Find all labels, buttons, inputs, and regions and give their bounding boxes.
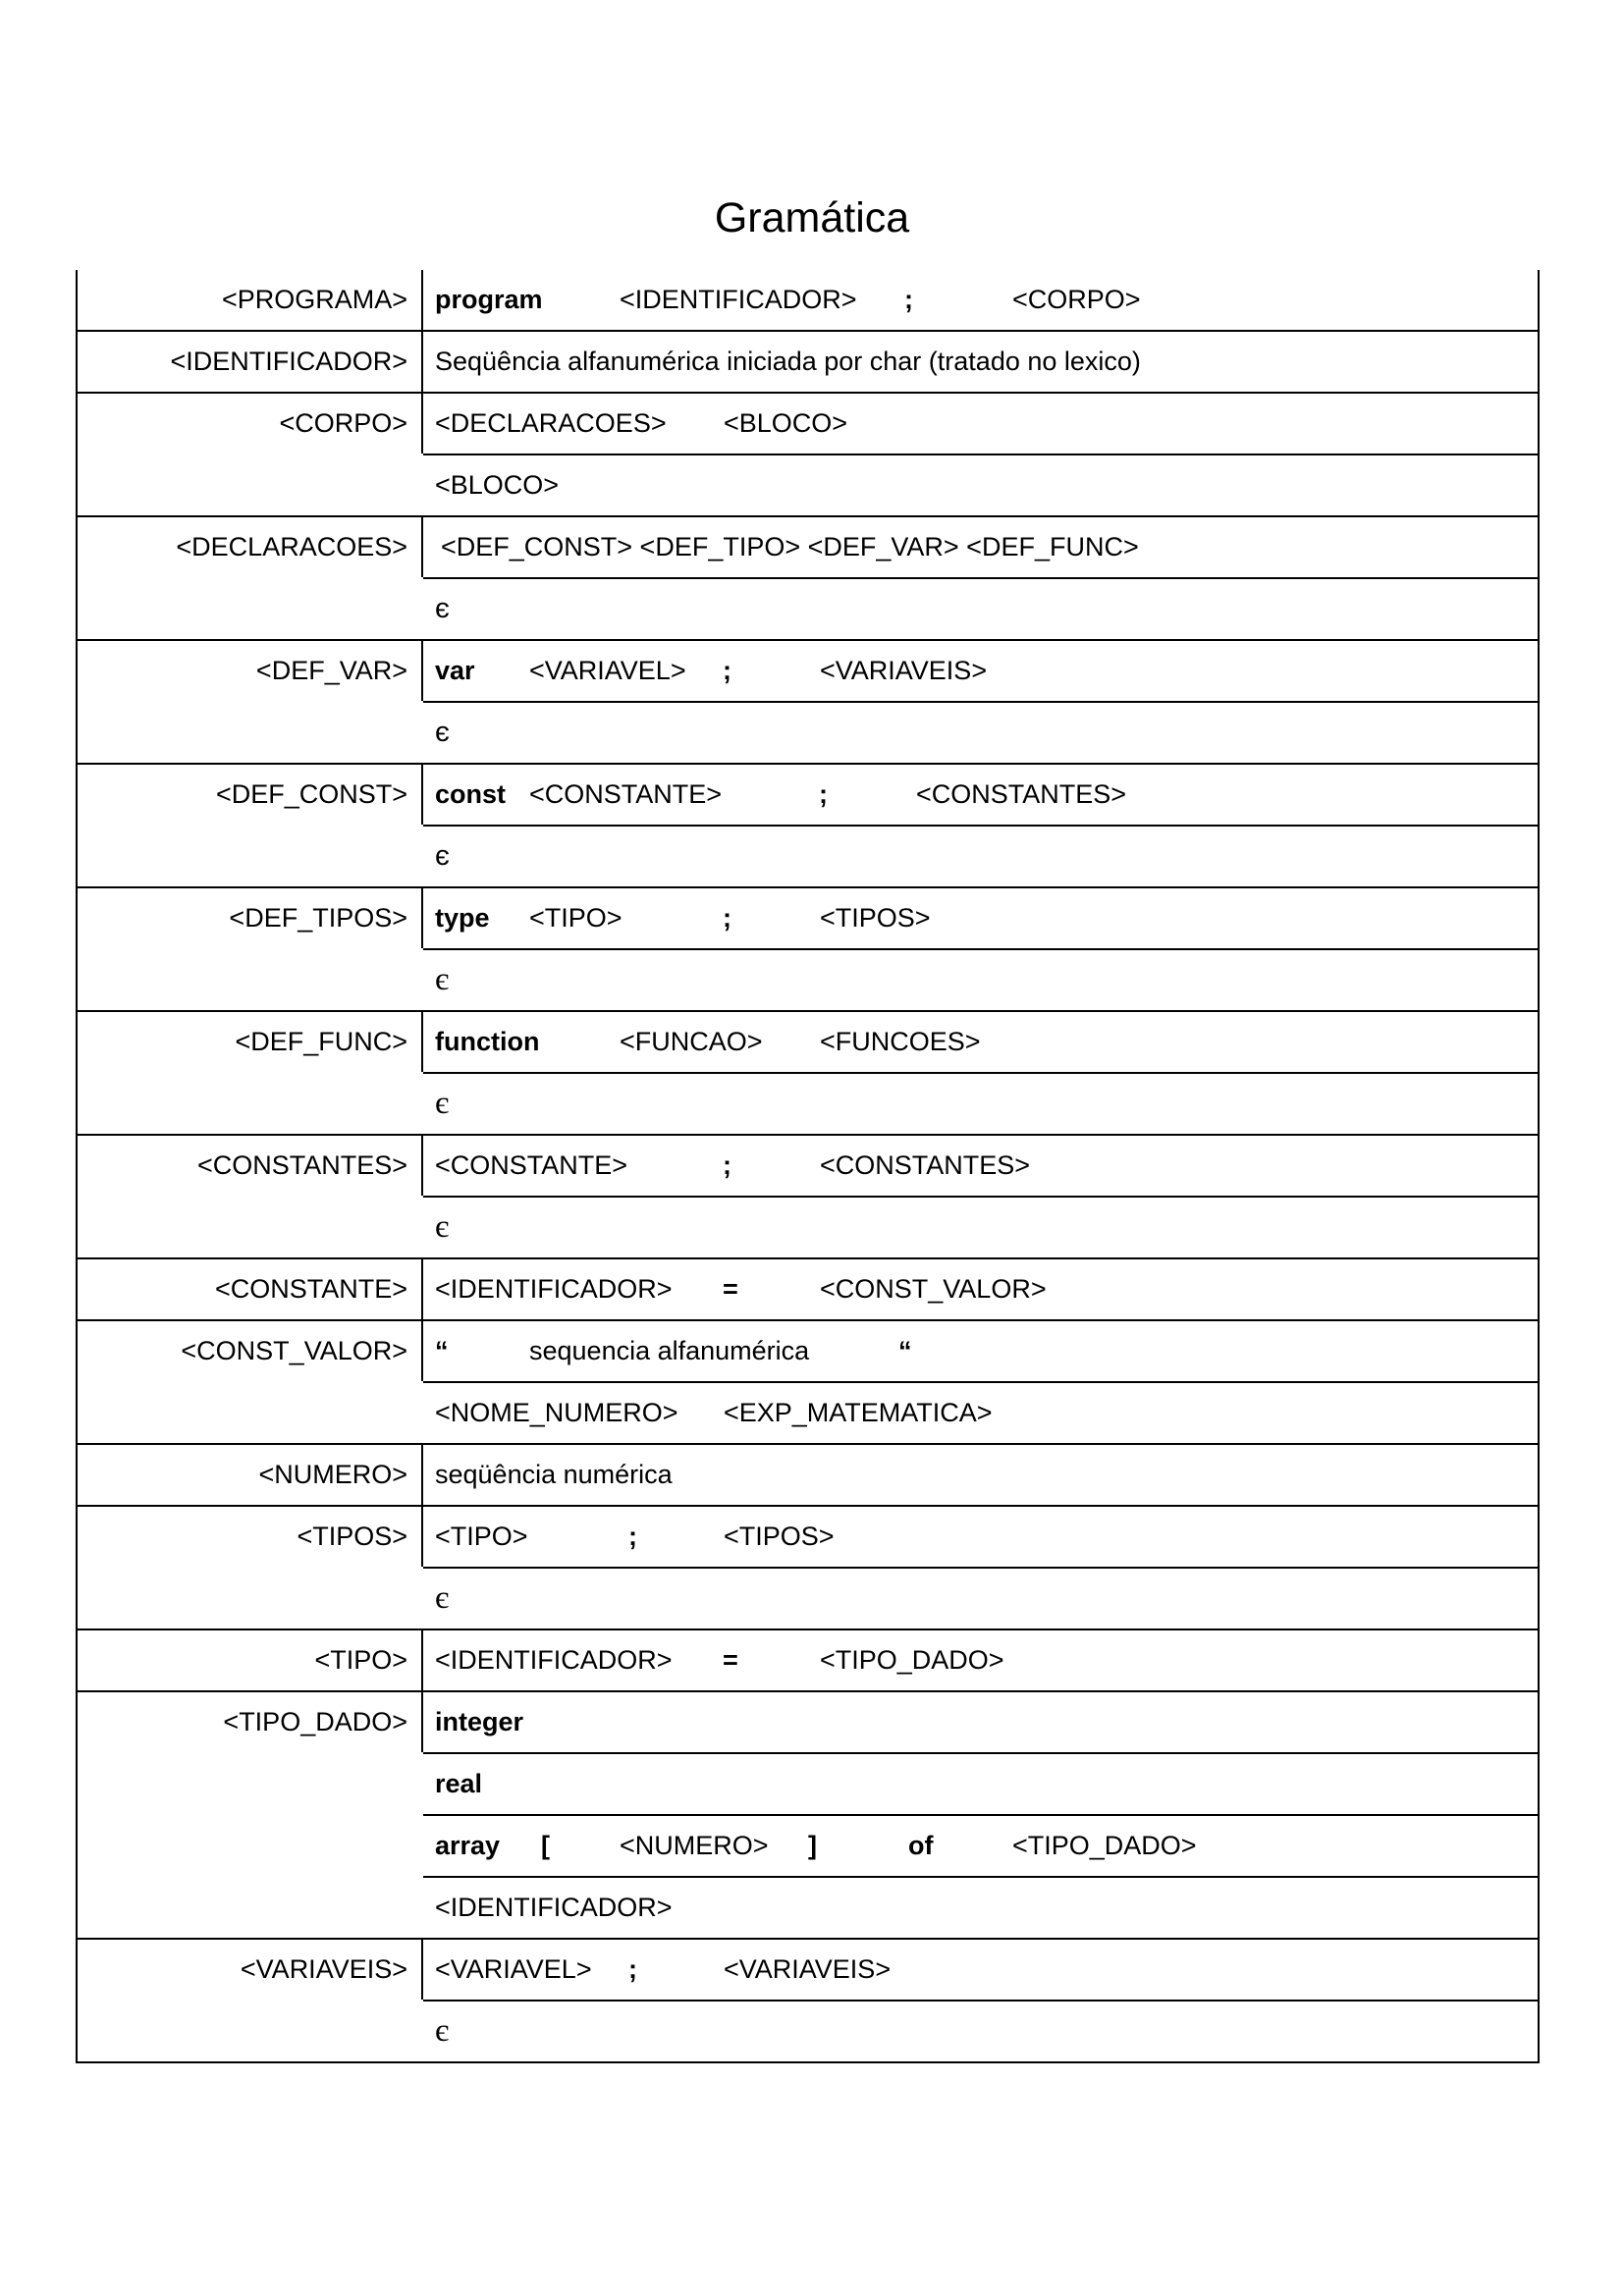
grammar-terminal: ;: [723, 656, 731, 685]
epsilon-symbol: є: [435, 1209, 450, 1245]
rule-alternatives: [423, 332, 1538, 392]
grammar-symbol: Seqüência alfanumérica iniciada por char (tratado no lexico): [435, 347, 1141, 376]
grammar-symbol: <DECLARACOES>: [435, 408, 667, 438]
rule-nonterminal: <CONSTANTE>: [78, 1259, 423, 1319]
grammar-terminal: ;: [628, 1954, 637, 1984]
production-alternative: [423, 455, 1538, 515]
epsilon-symbol: є: [435, 840, 450, 872]
grammar-symbol: <CONSTANTES>: [916, 779, 1127, 809]
grammar-terminal: =: [723, 1645, 738, 1675]
grammar-symbol: <NUMERO>: [620, 1831, 769, 1860]
grammar-rule: [78, 1445, 1538, 1507]
rule-alternatives: [423, 888, 1538, 1010]
rule-nonterminal: <DEF_CONST>: [78, 765, 423, 825]
rule-nonterminal: <TIPO_DADO>: [78, 1692, 423, 1752]
grammar-terminal: ;: [723, 1150, 731, 1180]
production-alternative: [423, 1198, 1538, 1257]
grammar-rule: [78, 1630, 1538, 1692]
grammar-symbol: <TIPO>: [435, 1522, 528, 1551]
rule-nonterminal: <PROGRAMA>: [78, 270, 423, 330]
grammar-terminal: “: [898, 1336, 912, 1365]
grammar-terminal: program: [435, 285, 543, 314]
grammar-terminal: ;: [628, 1522, 637, 1551]
epsilon-symbol: є: [435, 962, 450, 997]
grammar-symbol: <TIPOS>: [820, 903, 931, 933]
production-alternative: [423, 1940, 1538, 2002]
rule-alternatives: [423, 394, 1538, 515]
rule-alternatives: [423, 270, 1538, 330]
grammar-symbol: <CONSTANTE>: [435, 1150, 628, 1180]
production-alternative: [423, 517, 1538, 579]
epsilon-symbol: є: [435, 1086, 450, 1121]
production-alternative: [423, 1754, 1538, 1816]
grammar-symbol: <VARIAVEIS>: [820, 656, 988, 685]
production-alternative: [423, 641, 1538, 703]
rule-nonterminal: <NUMERO>: [78, 1445, 423, 1505]
grammar-symbol: <BLOCO>: [724, 408, 848, 438]
rule-nonterminal: <IDENTIFICADOR>: [78, 332, 423, 392]
grammar-rule: [78, 270, 1538, 332]
grammar-rule: [78, 1507, 1538, 1630]
production-alternative: [423, 1507, 1538, 1569]
grammar-terminal: [: [541, 1831, 550, 1860]
grammar-symbol: <TIPO_DADO>: [1012, 1831, 1197, 1860]
page-title: Gramática: [714, 194, 910, 241]
production-alternative: [423, 1259, 1538, 1319]
grammar-rule: [78, 332, 1538, 394]
epsilon-symbol: є: [435, 717, 450, 748]
grammar-terminal: array: [435, 1831, 501, 1860]
grammar-symbol: <EXP_MATEMATICA>: [724, 1398, 993, 1427]
rule-alternatives: [423, 765, 1538, 886]
production-alternative: [423, 270, 1538, 330]
grammar-terminal: function: [435, 1027, 540, 1056]
rule-nonterminal: <VARIAVEIS>: [78, 1940, 423, 2000]
grammar-symbol: <CONSTANTE>: [529, 779, 723, 809]
rule-alternatives: [423, 1136, 1538, 1257]
production-alternative: [423, 765, 1538, 827]
production-alternative: [423, 1074, 1538, 1134]
rule-alternatives: [423, 1445, 1538, 1505]
grammar-symbol: <FUNCOES>: [820, 1027, 981, 1056]
production-alternative: [423, 1816, 1538, 1878]
grammar-symbol: <VARIAVEL>: [529, 656, 686, 685]
rule-nonterminal: <CORPO>: [78, 394, 423, 454]
grammar-rule: [78, 517, 1538, 641]
production-alternative: [423, 579, 1538, 639]
grammar-terminal: integer: [435, 1707, 524, 1736]
grammar-terminal: of: [908, 1831, 934, 1860]
rule-alternatives: [423, 1321, 1538, 1443]
production-alternative: [423, 703, 1538, 763]
grammar-rule: [78, 641, 1538, 765]
grammar-symbol: <IDENTIFICADOR>: [435, 1274, 673, 1304]
grammar-rule: [78, 1012, 1538, 1136]
grammar-symbol: <FUNCAO>: [620, 1027, 763, 1056]
rule-nonterminal: <TIPO>: [78, 1630, 423, 1690]
grammar-symbol: <IDENTIFICADOR>: [620, 285, 857, 314]
grammar-terminal: “: [435, 1336, 449, 1365]
epsilon-symbol: є: [435, 2013, 450, 2049]
rule-alternatives: [423, 517, 1538, 639]
production-alternative: [423, 1445, 1538, 1505]
grammar-terminal: ]: [808, 1831, 817, 1860]
rule-alternatives: [423, 1507, 1538, 1629]
rule-nonterminal: <CONST_VALOR>: [78, 1321, 423, 1381]
rule-nonterminal: <DECLARACOES>: [78, 517, 423, 577]
rule-nonterminal: <DEF_TIPOS>: [78, 888, 423, 948]
production-alternative: [423, 827, 1538, 886]
production-alternative: [423, 332, 1538, 392]
epsilon-symbol: є: [435, 1580, 450, 1616]
rule-alternatives: [423, 1940, 1538, 2061]
production-alternative: [423, 394, 1538, 455]
rule-alternatives: [423, 1692, 1538, 1938]
grammar-symbol: <CORPO>: [1012, 285, 1141, 314]
grammar-rule: [78, 1259, 1538, 1321]
grammar-terminal: type: [435, 903, 490, 933]
grammar-symbol: <VARIAVEIS>: [724, 1954, 892, 1984]
grammar-rule: [78, 1692, 1538, 1940]
grammar-symbol: <CONST_VALOR>: [820, 1274, 1047, 1304]
rule-alternatives: [423, 1630, 1538, 1690]
production-alternative: [423, 1321, 1538, 1383]
production-alternative: [423, 1012, 1538, 1074]
production-alternative: [423, 1878, 1538, 1938]
grammar-terminal: ;: [723, 903, 731, 933]
grammar-symbol: <DEF_CONST> <DEF_TIPO> <DEF_VAR> <DEF_FUNC>: [441, 532, 1139, 561]
production-alternative: [423, 1630, 1538, 1690]
grammar-symbol: <TIPO>: [529, 903, 623, 933]
grammar-symbol: sequencia alfanumérica: [529, 1336, 810, 1365]
grammar-symbol: seqüência numérica: [435, 1460, 673, 1489]
grammar-rule: [78, 1321, 1538, 1445]
rule-nonterminal: <TIPOS>: [78, 1507, 423, 1567]
grammar-terminal: var: [435, 656, 475, 685]
production-alternative: [423, 1383, 1538, 1443]
rule-nonterminal: <DEF_FUNC>: [78, 1012, 423, 1072]
grammar-symbol: <NOME_NUMERO>: [435, 1398, 678, 1427]
epsilon-symbol: є: [435, 593, 450, 624]
grammar-terminal: real: [435, 1769, 483, 1798]
production-alternative: [423, 2002, 1538, 2061]
rule-alternatives: [423, 641, 1538, 763]
production-alternative: [423, 1569, 1538, 1629]
grammar-symbol: <VARIAVEL>: [435, 1954, 592, 1984]
grammar-table: [76, 270, 1540, 2063]
grammar-rule: [78, 765, 1538, 888]
grammar-rule: [78, 1940, 1538, 2061]
rule-alternatives: [423, 1259, 1538, 1319]
rule-alternatives: [423, 1012, 1538, 1134]
grammar-terminal: ;: [819, 779, 828, 809]
grammar-symbol: <CONSTANTES>: [820, 1150, 1031, 1180]
grammar-symbol: <BLOCO>: [435, 470, 560, 500]
production-alternative: [423, 1692, 1538, 1754]
grammar-terminal: const: [435, 779, 507, 809]
rule-nonterminal: <CONSTANTES>: [78, 1136, 423, 1196]
production-alternative: [423, 950, 1538, 1010]
grammar-symbol: <TIPOS>: [724, 1522, 835, 1551]
rule-nonterminal: <DEF_VAR>: [78, 641, 423, 701]
grammar-symbol: <TIPO_DADO>: [820, 1645, 1004, 1675]
grammar-symbol: <IDENTIFICADOR>: [435, 1893, 673, 1922]
production-alternative: [423, 888, 1538, 950]
production-alternative: [423, 1136, 1538, 1198]
grammar-terminal: =: [723, 1274, 738, 1304]
grammar-rule: [78, 394, 1538, 517]
grammar-symbol: <IDENTIFICADOR>: [435, 1645, 673, 1675]
grammar-rule: [78, 1136, 1538, 1259]
grammar-rule: [78, 888, 1538, 1012]
grammar-terminal: ;: [904, 285, 913, 314]
